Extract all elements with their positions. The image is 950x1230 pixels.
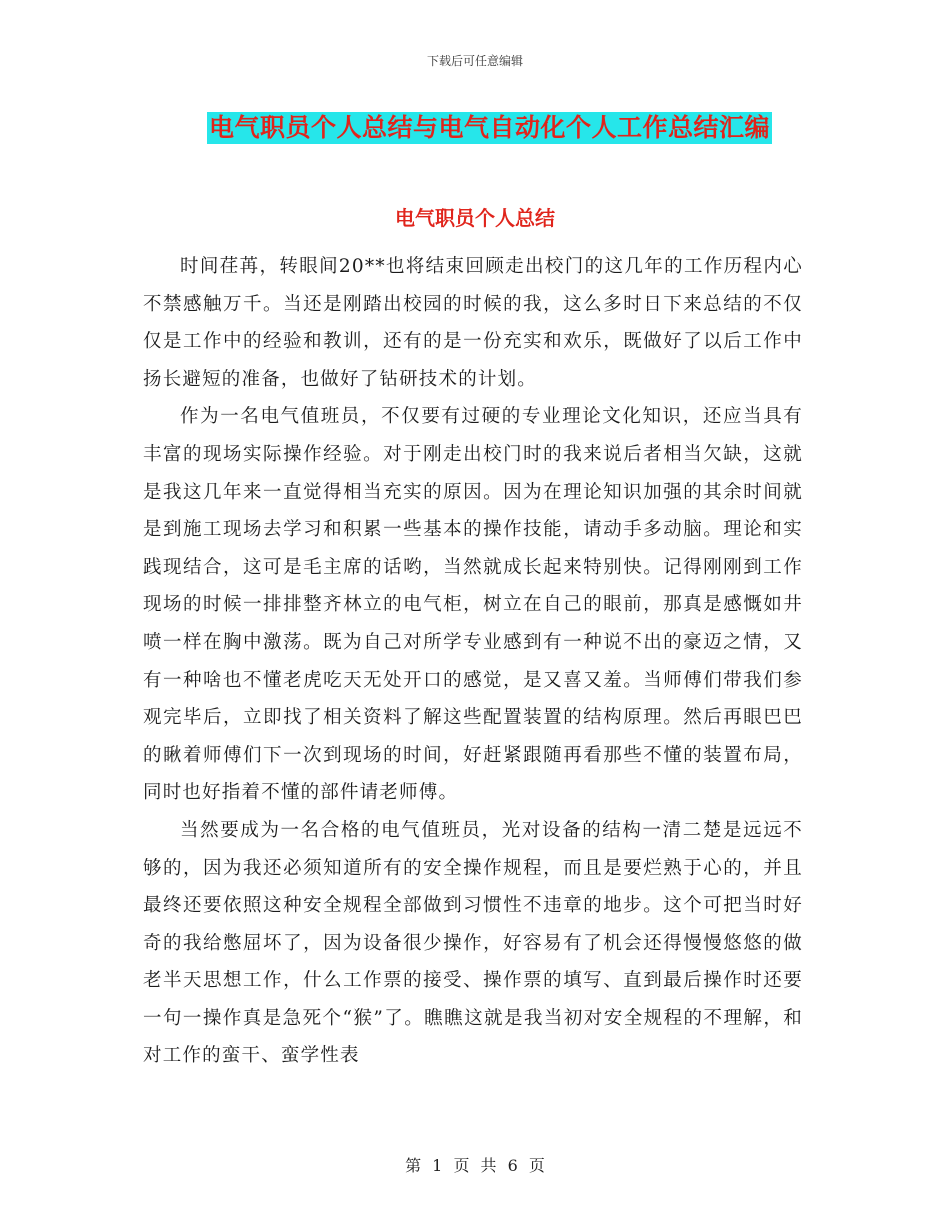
page-number: 第 1 页 共 6 页 [405, 1156, 545, 1175]
paragraph-1: 时间荏苒，转眼间20**也将结束回顾走出校门的这几年的工作历程内心不禁感触万千。当还是刚踏出校园的时候的我，这么多时日下来总结的不仅仅是工作中的经验和教训，还有的是一份充实和欢乐，既做好了以后工作中扬长避短的准备，也做好了钻研技术的计划。 [143, 256, 803, 390]
header-note: 下载后可任意编辑 [426, 54, 523, 68]
section-title: 电气职员个人总结 [395, 206, 555, 230]
paragraph-3: 当然要成为一名合格的电气值班员，光对设备的结构一清二楚是远远不够的，因为我还必须知道所有的安全操作规程，而且是要烂熟于心的，并且最终还要依照这种安全规程全部做到习惯性不违章的地步。这个可把当时好奇的我给憋屈坏了，因为设备很少操作，好容易有了机会还得慢慢悠悠的做老半天思想工作，什么工作票的接受、操作票的填写、直到最后操作时还要一句一操作真是急死个“猴”了。瞧瞧这就是我当初对安全规程的不理解，和对工作的蛮干、蛮学性表 [143, 819, 803, 1067]
document-title: 电气职员个人总结与电气自动化个人工作总结汇编 [209, 113, 771, 142]
paragraph-2: 作为一名电气值班员，不仅要有过硬的专业理论文化知识，还应当具有丰富的现场实际操作经验。对于刚走出校门时的我来说后者相当欠缺，这就是我这几年来一直觉得相当充实的原因。因为在理论知识加强的其余时间就是到施工现场去学习和积累一些基本的操作技能，请动手多动脑。理论和实践现结合，这可是毛主席的话哟，当然就成长起来特别快。记得刚刚到工作现场的时候一排排整齐林立的电气柜，树立在自己的眼前，那真是感慨如井喷一样在胸中激荡。既为自己对所学专业感到有一种说不出的豪迈之情，又有一种啥也不懂老虎吃天无处开口的感觉，是又喜又羞。当师傅们带我们参观完毕后，立即找了相关资料了解这些配置装置的结构原理。然后再眼巴巴的瞅着师傅们下一次到现场的时间，好赶紧跟随再看那些不懂的装置布局，同时也好指着不懂的部件请老师傅。 [143, 406, 803, 804]
document-body [143, 248, 803, 1075]
